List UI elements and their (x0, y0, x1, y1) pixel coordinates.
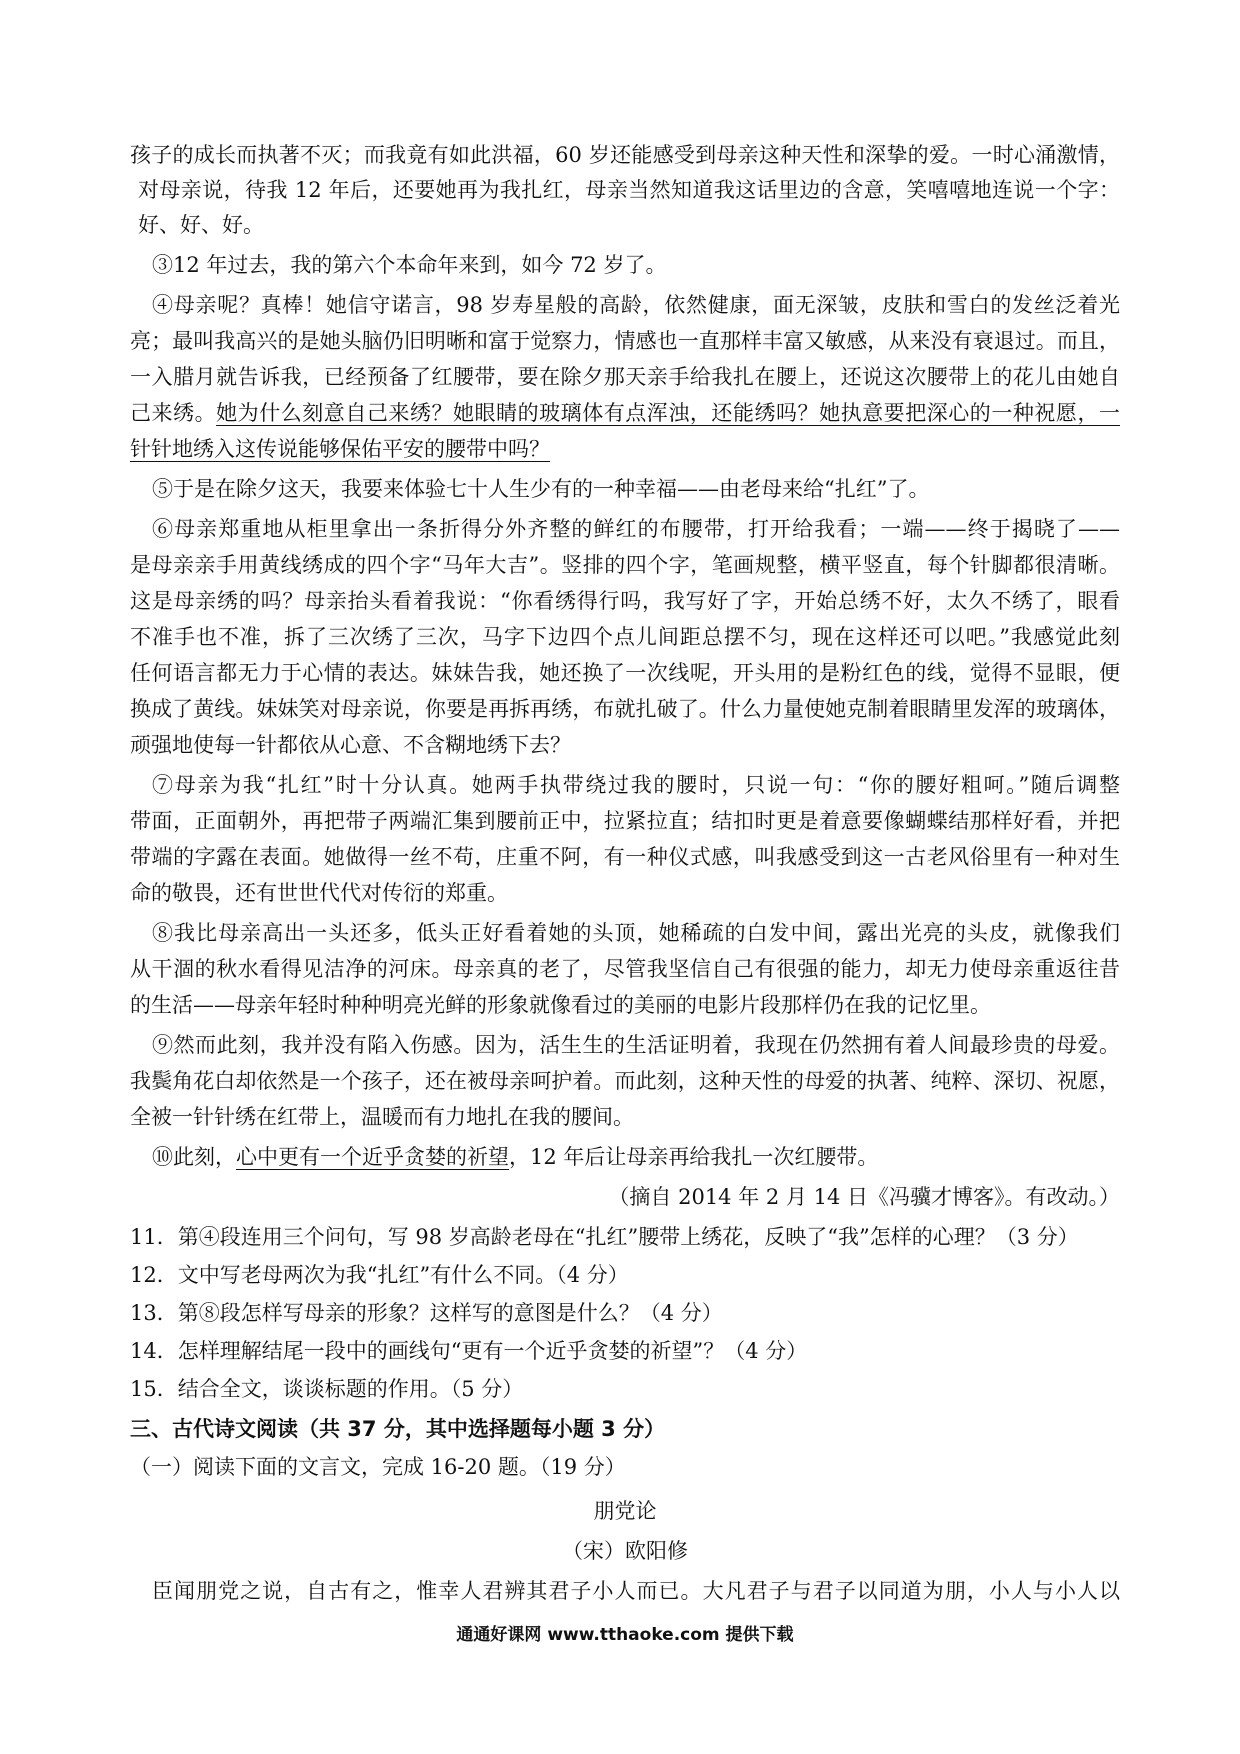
paragraph-6-line-6: 换成了黄线。妹妹笑对母亲说，你要是再拆再绣，布就扎破了。什么力量使她克制着眼睛里发浑的玻璃体， (130, 697, 1120, 721)
paragraph-2-line-2: 对母亲说，待我 12 年后，还要她再为我扎红，母亲当然知道我这话里边的含意，笑嘻嘻地连说一个字： (138, 178, 1120, 202)
paragraph-2-line-3: 好、好、好。 (138, 213, 264, 237)
footer-download-note: 通通好课网 www.tthaoke.com 提供下载 (456, 1625, 794, 1645)
paragraph-4-underlined-1: 她为什么刻意自己来绣？她眼睛的玻璃体有点浑浊，还能绣吗？她执意要把深心的一种祝愿，一 (216, 401, 1121, 425)
source-citation: （摘自 2014 年 2 月 14 日《冯骥才博客》。有改动。） (608, 1185, 1120, 1209)
paragraph-10-end: ，12 年后让母亲再给我扎一次红腰带。 (509, 1145, 879, 1169)
question-13: 13．第⑧段怎样写母亲的形象？这样写的意图是什么？（4 分） (130, 1301, 723, 1325)
paragraph-9-line-2: 我鬓角花白却依然是一个孩子，还在被母亲呵护着。而此刻，这种天性的母爱的执著、纯粹、深切、祝愿， (130, 1069, 1120, 1093)
paragraph-7-line-1: ⑦母亲为我“扎红”时十分认真。她两手执带绕过我的腰时，只说一句：“你的腰好粗呵。”随后调整 (152, 773, 1120, 797)
poem-title: 朋党论 (593, 1499, 657, 1523)
paragraph-6-line-3: 这是母亲绣的吗？母亲抬头看着我说：“你看绣得行吗，我写好了字，开始总绣不好，太久不绣了，眼看 (130, 589, 1120, 613)
section-3-heading: 三、古代诗文阅读（共 37 分，其中选择题每小题 3 分） (130, 1417, 666, 1441)
paragraph-5: ⑤于是在除夕这天，我要来体验七十人生少有的一种幸福——由老母来给“扎红”了。 (152, 477, 930, 501)
paragraph-8-line-3: 的生活——母亲年轻时种种明亮光鲜的形象就像看过的美丽的电影片段那样仍在我的记忆里。 (130, 993, 991, 1017)
paragraph-4-line-5 (130, 434, 1120, 464)
paragraph-6-line-1: ⑥母亲郑重地从柜里拿出一条折得分外齐整的鲜红的布腰带，打开给我看；一端——终于揭晓了—— (152, 517, 1120, 541)
paragraph-4-line-3: 一入腊月就告诉我，已经预备了红腰带，要在除夕那天亲手给我扎在腰上，还说这次腰带上的花儿由她自 (130, 365, 1120, 389)
classical-text-line-1: 臣闻朋党之说，自古有之，惟幸人君辨其君子小人而已。大凡君子与君子以同道为朋，小人与小人以 (152, 1579, 1120, 1603)
paragraph-4-line-1: ④母亲呢？真棒！她信守诺言，98 岁寿星般的高龄，依然健康，面无深皱，皮肤和雪白的发丝泛着光 (152, 293, 1120, 317)
paragraph-7-line-2: 带面，正面朝外，再把带子两端汇集到腰前正中，拉紧拉直；结扣时更是着意要像蝴蝶结那样好看，并把 (130, 809, 1120, 833)
paragraph-6-line-7: 顽强地使每一针都依从心意、不含糊地绣下去？ (130, 733, 571, 757)
paragraph-6-line-2: 是母亲亲手用黄线绣成的四个字“马年大吉”。竖排的四个字，笔画规整，横平竖直，每个针脚都很清晰。 (130, 553, 1120, 577)
paragraph-10-start: ⑩此刻， (152, 1145, 236, 1169)
paragraph-10-underlined: 心中更有一个近乎贪婪的祈望 (236, 1145, 509, 1169)
paragraph-4-underlined-2: 针针地绣入这传说能够保佑平安的腰带中吗？ (130, 437, 550, 461)
paragraph-4-plain: 己来绣。 (130, 401, 217, 425)
paragraph-6-line-5: 任何语言都无力于心情的表达。妹妹告我，她还换了一次线呢，开头用的是粉红色的线，觉得不显眼，便 (130, 661, 1120, 685)
paragraph-9-line-1: ⑨然而此刻，我并没有陷入伤感。因为，活生生的生活证明着，我现在仍然拥有着人间最珍贵的母爱。 (152, 1033, 1120, 1057)
question-14: 14．怎样理解结尾一段中的画线句“更有一个近乎贪婪的祈望”？（4 分） (130, 1339, 808, 1363)
paragraph-6-line-4: 不准手也不准，拆了三次绣了三次，马字下边四个点儿间距总摆不匀，现在这样还可以吧。”我感觉此刻 (130, 625, 1120, 649)
paragraph-4-line-4 (130, 398, 1120, 428)
question-15: 15．结合全文，谈谈标题的作用。（5 分） (130, 1377, 524, 1401)
paragraph-8-line-1: ⑧我比母亲高出一头还多，低头正好看着她的头顶，她稀疏的白发中间，露出光亮的头皮，就像我们 (152, 921, 1120, 945)
paragraph-7-line-3: 带端的字露在表面。她做得一丝不苟，庄重不阿，有一种仪式感，叫我感受到这一古老风俗里有一种对生 (130, 845, 1120, 869)
poem-author: （宋）欧阳修 (562, 1539, 688, 1563)
paragraph-4-line-2: 亮；最叫我高兴的是她头脑仍旧明晰和富于觉察力，情感也一直那样丰富又敏感，从来没有衰退过。而且， (130, 329, 1120, 353)
section-3-subheading: （一）阅读下面的文言文，完成 16-20 题。（19 分） (130, 1455, 626, 1479)
paragraph-3: ③12 年过去，我的第六个本命年来到，如今 72 岁了。 (152, 253, 667, 277)
paragraph-2-line-1: 孩子的成长而执著不灭；而我竟有如此洪福，60 岁还能感受到母亲这种天性和深挚的爱。一时心涌激情， (130, 143, 1120, 167)
paragraph-9-line-3: 全被一针针绣在红带上，温暖而有力地扎在我的腰间。 (130, 1105, 634, 1129)
paragraph-8-line-2: 从干涸的秋水看得见洁净的河床。母亲真的老了，尽管我坚信自己有很强的能力，却无力使母亲重返往昔 (130, 957, 1120, 981)
paragraph-7-line-4: 命的敬畏，还有世世代代对传衍的郑重。 (130, 881, 508, 905)
question-12: 12．文中写老母两次为我“扎红”有什么不同。（4 分） (130, 1263, 629, 1287)
question-11: 11．第④段连用三个问句，写 98 岁高龄老母在“扎红”腰带上绣花，反映了“我”怎样的心理？（3 分） (130, 1225, 1079, 1249)
paragraph-10 (152, 1142, 1142, 1172)
